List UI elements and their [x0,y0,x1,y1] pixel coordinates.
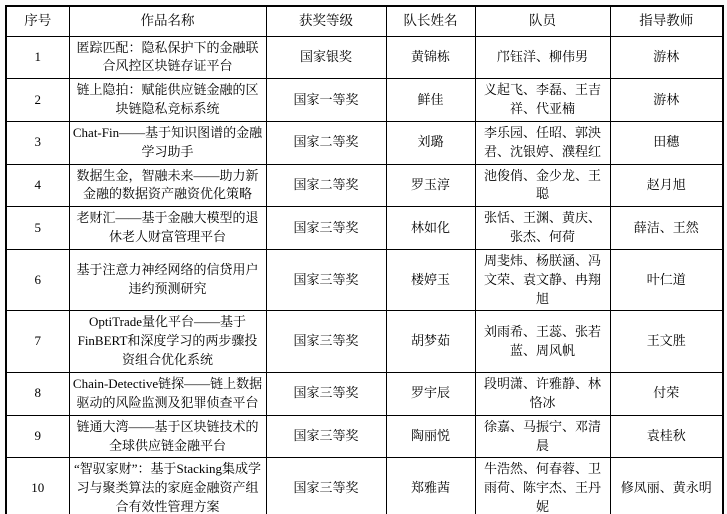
cell-title: 链上隐拍：赋能供应链金融的区块链隐私竞标系统 [69,79,266,122]
cell-title: 匿踪匹配：隐私保护下的金融联合风控区块链存证平台 [69,36,266,79]
cell-members: 义起飞、李磊、王吉祥、代亚楠 [475,79,610,122]
cell-index: 7 [6,311,69,373]
table-row [6,121,723,164]
table-row [6,79,723,122]
table-row [6,458,723,514]
cell-members: 段明潇、许雅静、林恪冰 [475,373,610,416]
cell-index: 6 [6,249,69,311]
cell-title: 链通大湾——基于区块链技术的全球供应链金融平台 [69,415,266,458]
table-row [6,415,723,458]
cell-captain: 罗宇辰 [386,373,475,416]
column-header-members: 队员 [475,6,610,36]
cell-award: 国家三等奖 [266,373,386,416]
cell-members: 邝钰洋、柳伟男 [475,36,610,79]
cell-members: 刘雨希、王蕊、张若蓝、周风帆 [475,311,610,373]
column-header-captain: 队长姓名 [386,6,475,36]
cell-captain: 陶丽悦 [386,415,475,458]
cell-captain: 罗玉淳 [386,164,475,207]
table-body [6,36,723,514]
cell-members: 牛浩然、何春蓉、卫雨荷、陈宇杰、王丹妮 [475,458,610,514]
cell-award: 国家二等奖 [266,164,386,207]
table-row [6,164,723,207]
table-row [6,249,723,311]
cell-captain: 黄锦栋 [386,36,475,79]
cell-index: 4 [6,164,69,207]
cell-title: OptiTrade量化平台——基于FinBERT和深度学习的两步骤投资组合优化系统 [69,311,266,373]
cell-index: 8 [6,373,69,416]
cell-award: 国家一等奖 [266,79,386,122]
cell-award: 国家三等奖 [266,249,386,311]
table-row [6,207,723,250]
cell-award: 国家二等奖 [266,121,386,164]
cell-index: 2 [6,79,69,122]
cell-advisor: 赵月旭 [610,164,723,207]
cell-title: “智驭家财”：基于Stacking集成学习与聚类算法的家庭金融资产组合有效性管理方案 [69,458,266,514]
awards-table [5,5,724,514]
column-header-index: 序号 [6,6,69,36]
cell-advisor: 袁桂秋 [610,415,723,458]
cell-index: 10 [6,458,69,514]
cell-captain: 胡梦茹 [386,311,475,373]
cell-advisor: 叶仁道 [610,249,723,311]
cell-advisor: 田穗 [610,121,723,164]
table-row [6,36,723,79]
cell-award: 国家三等奖 [266,458,386,514]
column-header-award: 获奖等级 [266,6,386,36]
cell-members: 池俊俏、金少龙、王聪 [475,164,610,207]
cell-advisor: 游林 [610,79,723,122]
column-header-title: 作品名称 [69,6,266,36]
cell-title: Chat-Fin——基于知识图谱的金融学习助手 [69,121,266,164]
cell-members: 周斐炜、杨朕涵、冯文荣、袁文静、冉翔旭 [475,249,610,311]
cell-members: 李乐园、任昭、郭泱君、沈银婷、濮程红 [475,121,610,164]
cell-award: 国家三等奖 [266,207,386,250]
cell-index: 5 [6,207,69,250]
cell-members: 张恬、王渊、黄庆、张杰、何荷 [475,207,610,250]
cell-award: 国家银奖 [266,36,386,79]
cell-title: 基于注意力神经网络的信贷用户违约预测研究 [69,249,266,311]
cell-advisor: 游林 [610,36,723,79]
cell-title: 老财汇——基于金融大模型的退休老人财富管理平台 [69,207,266,250]
cell-advisor: 薛洁、王然 [610,207,723,250]
column-header-advisor: 指导教师 [610,6,723,36]
cell-captain: 楼婷玉 [386,249,475,311]
table-row [6,373,723,416]
cell-award: 国家三等奖 [266,415,386,458]
cell-title: 数据生金，智融未来——助力新金融的数据资产融资优化策略 [69,164,266,207]
header-row [6,6,723,36]
cell-title: Chain-Detective链探——链上数据驱动的风险监测及犯罪侦查平台 [69,373,266,416]
cell-captain: 郑雅茜 [386,458,475,514]
cell-captain: 林如化 [386,207,475,250]
cell-index: 3 [6,121,69,164]
cell-advisor: 付荣 [610,373,723,416]
table-header [6,6,723,36]
cell-captain: 刘璐 [386,121,475,164]
cell-members: 徐嘉、马振宁、邓清晨 [475,415,610,458]
table-row [6,311,723,373]
cell-advisor: 王文胜 [610,311,723,373]
cell-award: 国家三等奖 [266,311,386,373]
cell-index: 1 [6,36,69,79]
cell-captain: 鲜佳 [386,79,475,122]
cell-advisor: 修凤丽、黄永明 [610,458,723,514]
cell-index: 9 [6,415,69,458]
